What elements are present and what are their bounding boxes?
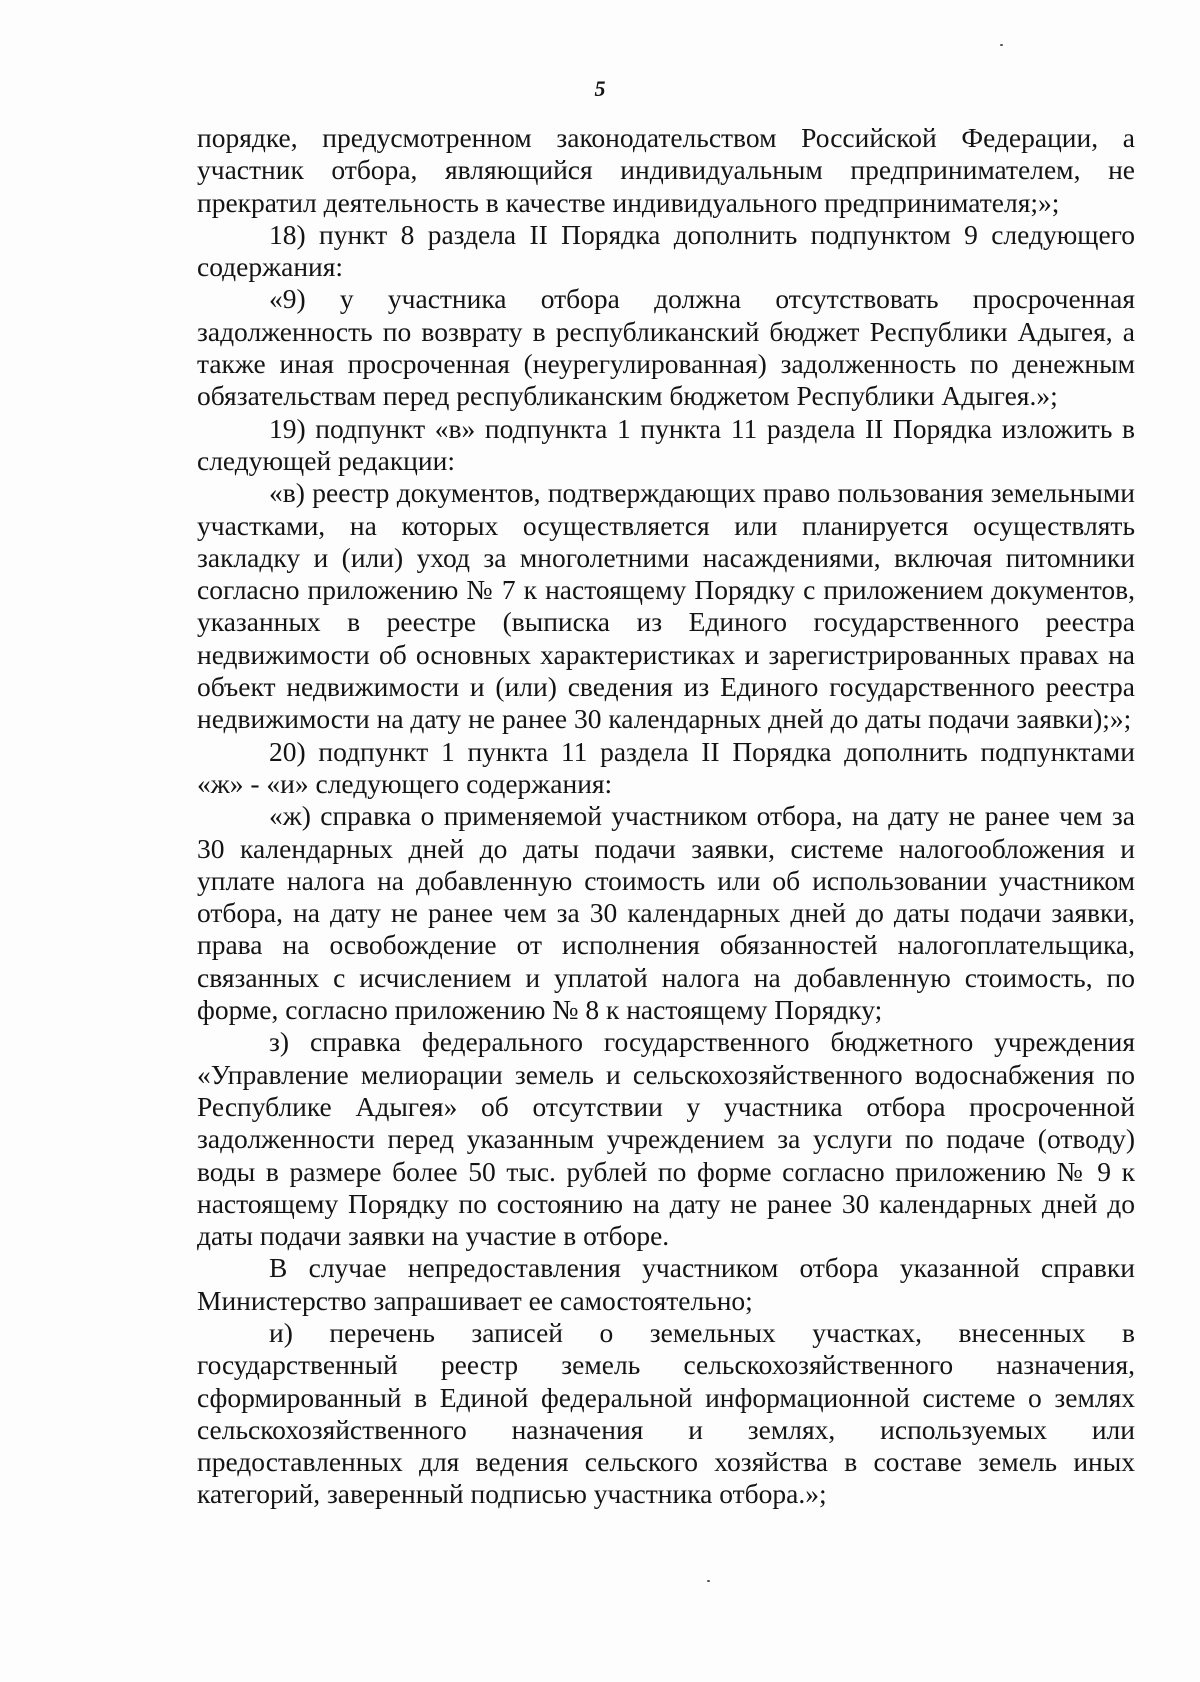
scan-speck	[707, 1580, 710, 1582]
paragraph-note: В случае непредоставления участником отбора указанной справки Министерство запрашивает ее самостоятельно;	[197, 1252, 1135, 1316]
page-number: 5	[594, 76, 606, 101]
paragraph-continuation: порядке, предусмотренном законодательством Российской Федерации, а участник отбора, являющийся индивидуальным предпринимателем, не прекратил деятельность в качестве индивидуального предпринимателя;»;	[197, 122, 1135, 218]
scan-speck	[1000, 44, 1003, 46]
paragraph-subitem-9: «9) у участника отбора должна отсутствовать просроченная задолженность по возврату в республиканский бюджет Республики Адыгея, а также иная просроченная (неурегулированная) задолженность по денежным обязательствам перед республиканским бюджетом Республики Адыгея.»;	[197, 283, 1135, 412]
document-body	[197, 122, 1135, 1511]
paragraph-subitem-zh: «ж) справка о применяемой участником отбора, на дату не ранее чем за 30 календарных дней до даты подачи заявки, системе налогообложения и уплате налога на добавленную стоимость или об использовании участником отбора, на дату не ранее чем за 30 календарных дней до даты подачи заявки, права на освобождение от исполнения обязанностей налогоплательщика, связанных с исчислением и уплатой налога на добавленную стоимость, по форме, согласно приложению № 8 к настоящему Порядку;	[197, 800, 1135, 1026]
paragraph-subitem-i: и) перечень записей о земельных участках, внесенных в государственный реестр земель сельскохозяйственного назначения, сформированный в Единой федеральной информационной системе о землях сельскохозяйственного назначения и землях, используемых или предоставленных для ведения сельского хозяйства в составе земель иных категорий, заверенный подписью участника отбора.»;	[197, 1316, 1135, 1510]
paragraph-item-20: 20) подпункт 1 пункта 11 раздела II Порядка дополнить подпунктами «ж» - «и» следующего содержания:	[197, 735, 1135, 799]
paragraph-subitem-v: «в) реестр документов, подтверждающих право пользования земельными участками, на которых осуществляется или планируется осуществлять закладку и (или) уход за многолетними насаждениями, включая питомники согласно приложению № 7 к настоящему Порядку с приложением документов, указанных в реестре (выписка из Единого государственного реестра недвижимости об основных характеристиках и зарегистрированных правах на объект недвижимости и (или) сведения из Единого государственного реестра недвижимости на дату не ранее 30 календарных дней до даты подачи заявки);»;	[197, 477, 1135, 735]
paragraph-item-18: 18) пункт 8 раздела II Порядка дополнить подпунктом 9 следующего содержания:	[197, 218, 1135, 283]
paragraph-subitem-z: з) справка федерального государственного бюджетного учреждения «Управление мелиорации земель и сельскохозяйственного водоснабжения по Республике Адыгея» об отсутствии у участника отбора просроченной задолженности перед указанным учреждением за услуги по подаче (отводу) воды в размере более 50 тыс. рублей по форме согласно приложению № 9 к настоящему Порядку по состоянию на дату не ранее 30 календарных дней до даты подачи заявки на участие в отборе.	[197, 1026, 1135, 1252]
paragraph-item-19: 19) подпункт «в» подпункта 1 пункта 11 раздела II Порядка изложить в следующей редакции:	[197, 412, 1135, 476]
